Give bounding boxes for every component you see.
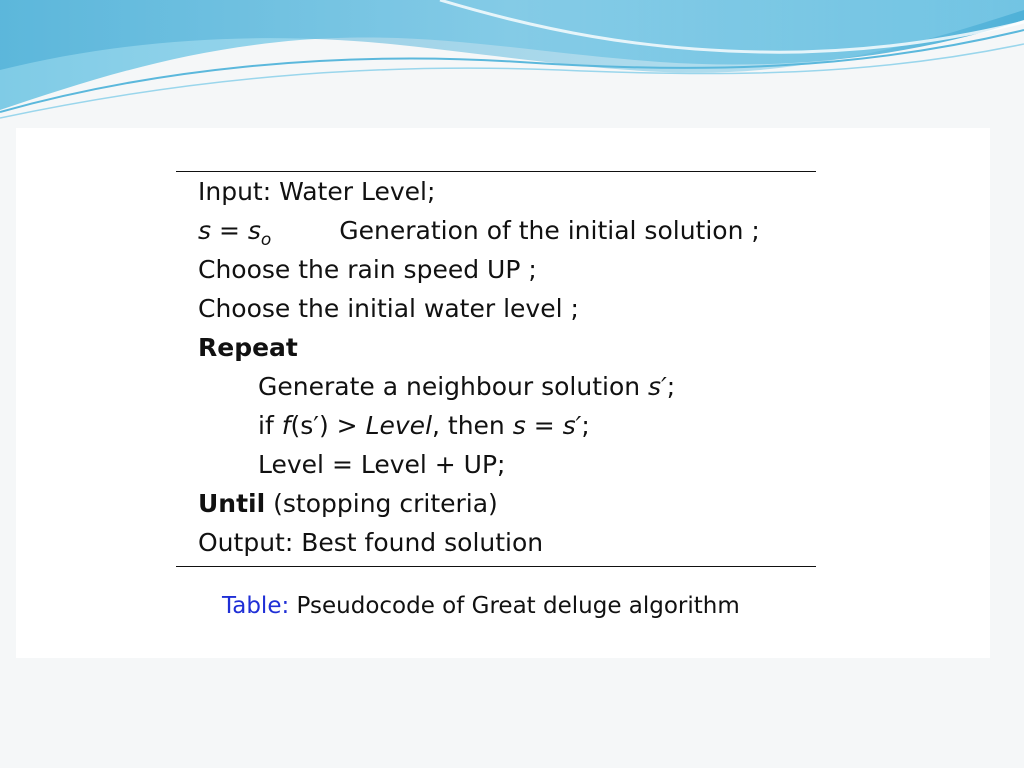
until-keyword: Until [198,489,266,518]
if-func: f [281,411,291,440]
algo-generate-line [258,367,675,406]
if-assign: s = s′ [512,411,582,440]
algo-input-line [198,172,435,211]
generate-var: s′ [648,372,667,401]
init-lhs: s = s [198,216,261,245]
algo-output-line [198,523,543,562]
algo-until-line [198,484,498,523]
choose-level-text: Choose the initial water level ; [198,294,579,323]
algo-if-line [258,406,590,445]
choose-rain-text: Choose the rain speed UP ; [198,255,537,284]
repeat-keyword: Repeat [198,333,298,362]
algo-choose-rain-line [198,250,537,289]
if-arg: (s′) > [290,411,366,440]
algo-repeat-line [198,328,298,367]
caption-text: Pseudocode of Great deluge algorithm [289,593,740,619]
if-then: , then [432,411,513,440]
algo-choose-level-line [198,289,579,328]
generate-end: ; [666,372,676,401]
init-description: Generation of the initial solution ; [339,216,760,245]
update-text: Level = Level + UP; [258,450,506,479]
if-level: Level [365,411,433,440]
if-keyword: if [258,411,282,440]
algo-update-line [258,445,505,484]
output-text: Output: Best found solution [198,528,544,557]
if-end: ; [581,411,590,440]
until-condition: (stopping criteria) [265,489,498,518]
generate-text: Generate a neighbour solution [258,372,649,401]
table-caption [222,588,740,624]
caption-label: Table: [222,593,290,619]
algo-init-line [198,211,760,250]
header-wave-decoration [0,0,1024,130]
table-bottom-rule [176,566,816,567]
init-subscript: o [260,230,272,250]
input-text: Input: Water Level; [198,177,436,206]
